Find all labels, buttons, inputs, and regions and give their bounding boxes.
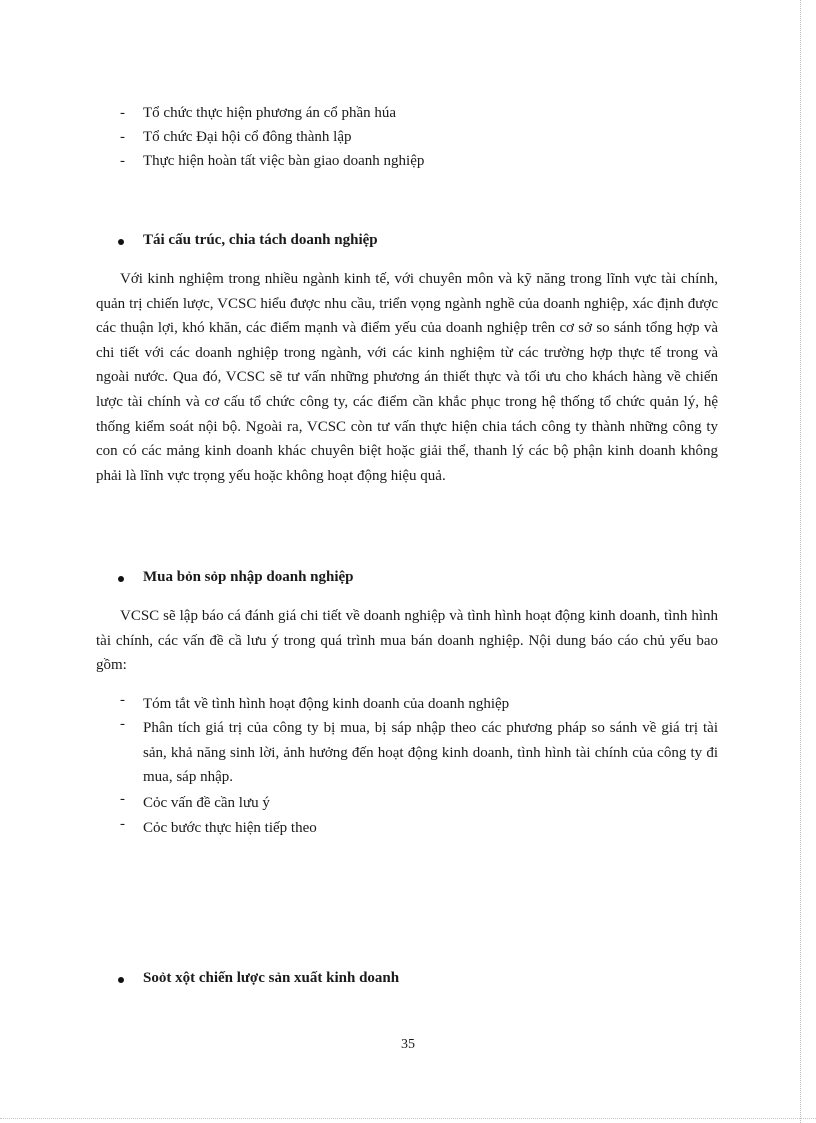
list-dash: - [120, 129, 125, 145]
list-item: Tóm tắt về tình hình hoạt động kinh doanh của doanh nghiệp [143, 696, 510, 712]
list-item: Phân tích giá trị của công ty bị mua, bị sáp nhập theo các phương pháp so sánh về giá trị tài sản, khả năng sinh lời, ảnh hưởng đến hoạt động kinh doanh, tình hình tài chính của công ty đi mua, sáp nhập. [143, 720, 718, 785]
section-heading: Tái cấu trúc, chia tách doanh nghiệp [143, 232, 378, 248]
list-dash: - [120, 716, 125, 732]
page-edge-right [800, 0, 801, 1123]
list-item: Thực hiện hoàn tất việc bàn giao doanh nghiệp [143, 153, 425, 169]
list-dash: - [120, 816, 125, 832]
list-item: Tổ chức Đại hội cổ đông thành lập [143, 129, 352, 145]
list-dash: - [120, 692, 125, 708]
page-number: 35 [401, 1037, 415, 1052]
section-heading: Mua bỏn sỏp nhập doanh nghiệp [143, 569, 354, 585]
page-edge-bottom [0, 1118, 816, 1119]
bullet-icon [118, 977, 124, 983]
list-dash: - [120, 153, 125, 169]
list-dash: - [120, 791, 125, 807]
bullet-icon [118, 239, 124, 245]
list-item: Cỏc vấn đề cần lưu ý [143, 795, 270, 811]
list-dash: - [120, 105, 125, 121]
section-paragraph: Với kinh nghiệm trong nhiều ngành kinh tế, với chuyên môn và kỹ năng trong lĩnh vực tài chính, quản trị chiến lược, VCSC hiểu được nhu cầu, triển vọng ngành nghề của doanh nghiệp, xác định được các thuận lợi, khó khăn, các điểm mạnh và điểm yếu của doanh nghiệp trên cơ sở so sánh tổng hợp và chi tiết với các doanh nghiệp trong ngành, với các kinh nghiệm từ các trường hợp thực tế trong và ngoài nước. Qua đó, VCSC sẽ tư vấn những phương án thiết thực và tối ưu cho khách hàng về chiến lược tài chính và cơ cấu tổ chức công ty, các điểm cần khắc phục trong hệ thống tổ chức quản lý, hệ thống kiểm soát nội bộ. Ngoài ra, VCSC còn tư vấn thực hiện chia tách công ty thành những công ty con có các mảng kinh doanh khác chuyên biệt hoặc giải thể, thanh lý các bộ phận kinh doanh không phải là lĩnh vực trọng yếu hoặc không hoạt động hiệu quả. [96, 271, 718, 484]
list-item: Cỏc bước thực hiện tiếp theo [143, 820, 317, 836]
list-item: Tổ chức thực hiện phương án cổ phần húa [143, 105, 397, 121]
section-heading: Soỏt xột chiến lược sản xuất kinh doanh [143, 970, 400, 986]
section-paragraph: VCSC sẽ lập báo cá đánh giá chi tiết về doanh nghiệp và tình hình hoạt động kinh doanh, tình hình tài chính, các vấn đề cầ lưu ý trong quá trình mua bán doanh nghiệp. Nội dung báo cáo chủ yếu bao gồm: [96, 608, 718, 674]
bullet-icon [118, 576, 124, 582]
